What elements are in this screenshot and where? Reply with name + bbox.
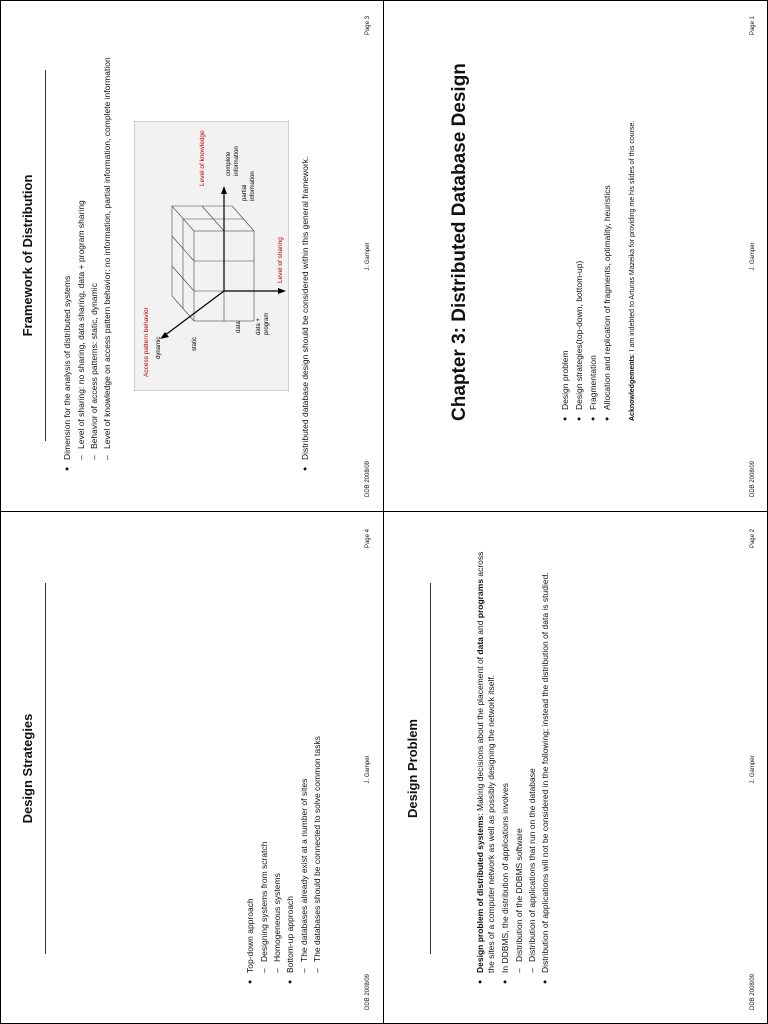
acknowledgements — [627, 30, 638, 421]
slide-2-body — [475, 543, 554, 984]
distribution-framework-figure — [134, 121, 289, 391]
title-rule — [45, 70, 46, 441]
bullet — [475, 543, 497, 984]
label-data: data — [236, 321, 242, 333]
sub-bullet: – The databases should be connected to solve common tasks — [312, 543, 323, 984]
label-static: static — [192, 336, 198, 351]
slide-footer — [750, 16, 760, 497]
sub-bullet: – Designing systems from scratch — [259, 543, 270, 984]
term: programs — [475, 578, 485, 619]
bullet: ● Dimension for the analysis of distributed systems — [62, 30, 73, 471]
footer-author: J. Gamper — [750, 242, 756, 271]
bullet: ● Design problem — [560, 30, 571, 421]
label-knowledge: Level of knowledge — [199, 130, 206, 186]
footer-course: DDB 2008/09 — [750, 460, 756, 497]
label-dynamic: dynamic — [156, 336, 162, 359]
label-complete-info: information — [234, 146, 240, 176]
ack-text: : I am indebted to Arturas Mazeika for providing me his slides of this course. — [629, 120, 636, 356]
page-number: Page 2 — [750, 529, 756, 549]
footer-course: DDB 2008/09 — [365, 973, 371, 1010]
text: and — [475, 618, 485, 638]
label-sharing: Level of sharing — [277, 237, 284, 283]
sub-bullet: – The databases already exist at a number of sites — [299, 543, 310, 984]
slide-4 — [0, 513, 383, 1024]
bullet: ● Design strategies(top-down, bottom-up) — [574, 30, 585, 421]
text: across the sites of a computer network as well as possibly designing the network itself. — [475, 551, 496, 973]
slide-4-body — [245, 543, 325, 984]
slide-3-body-bottom — [300, 30, 314, 471]
title-rule — [45, 583, 46, 954]
bullet: ● Distribution of applications will not be considered in the following; instead the distribution of data is studied. — [540, 543, 551, 984]
title-rule — [430, 583, 431, 954]
slide-2 — [385, 513, 768, 1024]
bullet: ● Fragmentation — [588, 30, 599, 421]
slide-footer — [750, 529, 760, 1010]
vertical-divider — [383, 0, 384, 1024]
page-number: Page 4 — [365, 529, 371, 549]
bullet: ● Allocation and replication of fragments, optimality, heuristics — [602, 30, 613, 421]
label-data-program: data + — [256, 318, 262, 335]
footer-course: DDB 2008/09 — [365, 460, 371, 497]
label-access-pattern: Access pattern behavior — [143, 307, 150, 377]
sub-bullet: – Distribution of the DDBMS software — [514, 543, 525, 984]
footer-author: J. Gamper — [365, 755, 371, 784]
bullet: ● Distributed database design should be considered within this general framework. — [300, 30, 311, 471]
term: data — [475, 637, 485, 655]
slide-4-title: Design Strategies — [20, 713, 35, 824]
term: Design problem of distributed systems — [475, 815, 485, 973]
slide-3-body — [62, 30, 115, 471]
sub-bullet: – Level of knowledge on access pattern behavior: no information, partial information, complete information — [102, 30, 113, 471]
label-complete: complete — [226, 151, 232, 176]
footer-author: J. Gamper — [365, 242, 371, 271]
label-data-program-2: program — [264, 312, 270, 335]
slide-3 — [0, 0, 383, 511]
slide-2-title: Design Problem — [405, 719, 420, 818]
sub-bullet: – Homogeneous systems — [272, 543, 283, 984]
sub-bullet: – Behavior of access patterns: static, dynamic — [89, 30, 100, 471]
footer-author: J. Gamper — [750, 755, 756, 784]
slide-1 — [385, 0, 768, 511]
label-partial: partial — [242, 184, 248, 201]
slide-footer — [365, 529, 375, 1010]
bullet: ● Top-down approach — [245, 543, 256, 984]
sub-bullet: – Distribution of applications that run on the database — [527, 543, 538, 984]
text: : Making decisions about the placement of — [475, 654, 485, 816]
slide-1-title: Chapter 3: Distributed Database Design — [449, 63, 470, 421]
sub-bullet: – Level of sharing: no sharing, data sharing, data + program sharing — [76, 30, 87, 471]
bullet: ● In DDBMS, the distribution of applications involves — [500, 543, 511, 984]
page-number: Page 3 — [365, 16, 371, 36]
footer-course: DDB 2008/09 — [750, 973, 756, 1010]
slide-footer — [365, 16, 375, 497]
slide-3-title: Framework of Distribution — [20, 174, 35, 337]
horizontal-divider — [0, 511, 768, 512]
slide-1-body — [560, 30, 638, 421]
page-number: Page 1 — [750, 16, 756, 36]
label-partial-info: information — [250, 171, 256, 201]
bullet: ● Bottom-up approach — [285, 543, 296, 984]
ack-label: Acknowledgements — [629, 355, 636, 421]
